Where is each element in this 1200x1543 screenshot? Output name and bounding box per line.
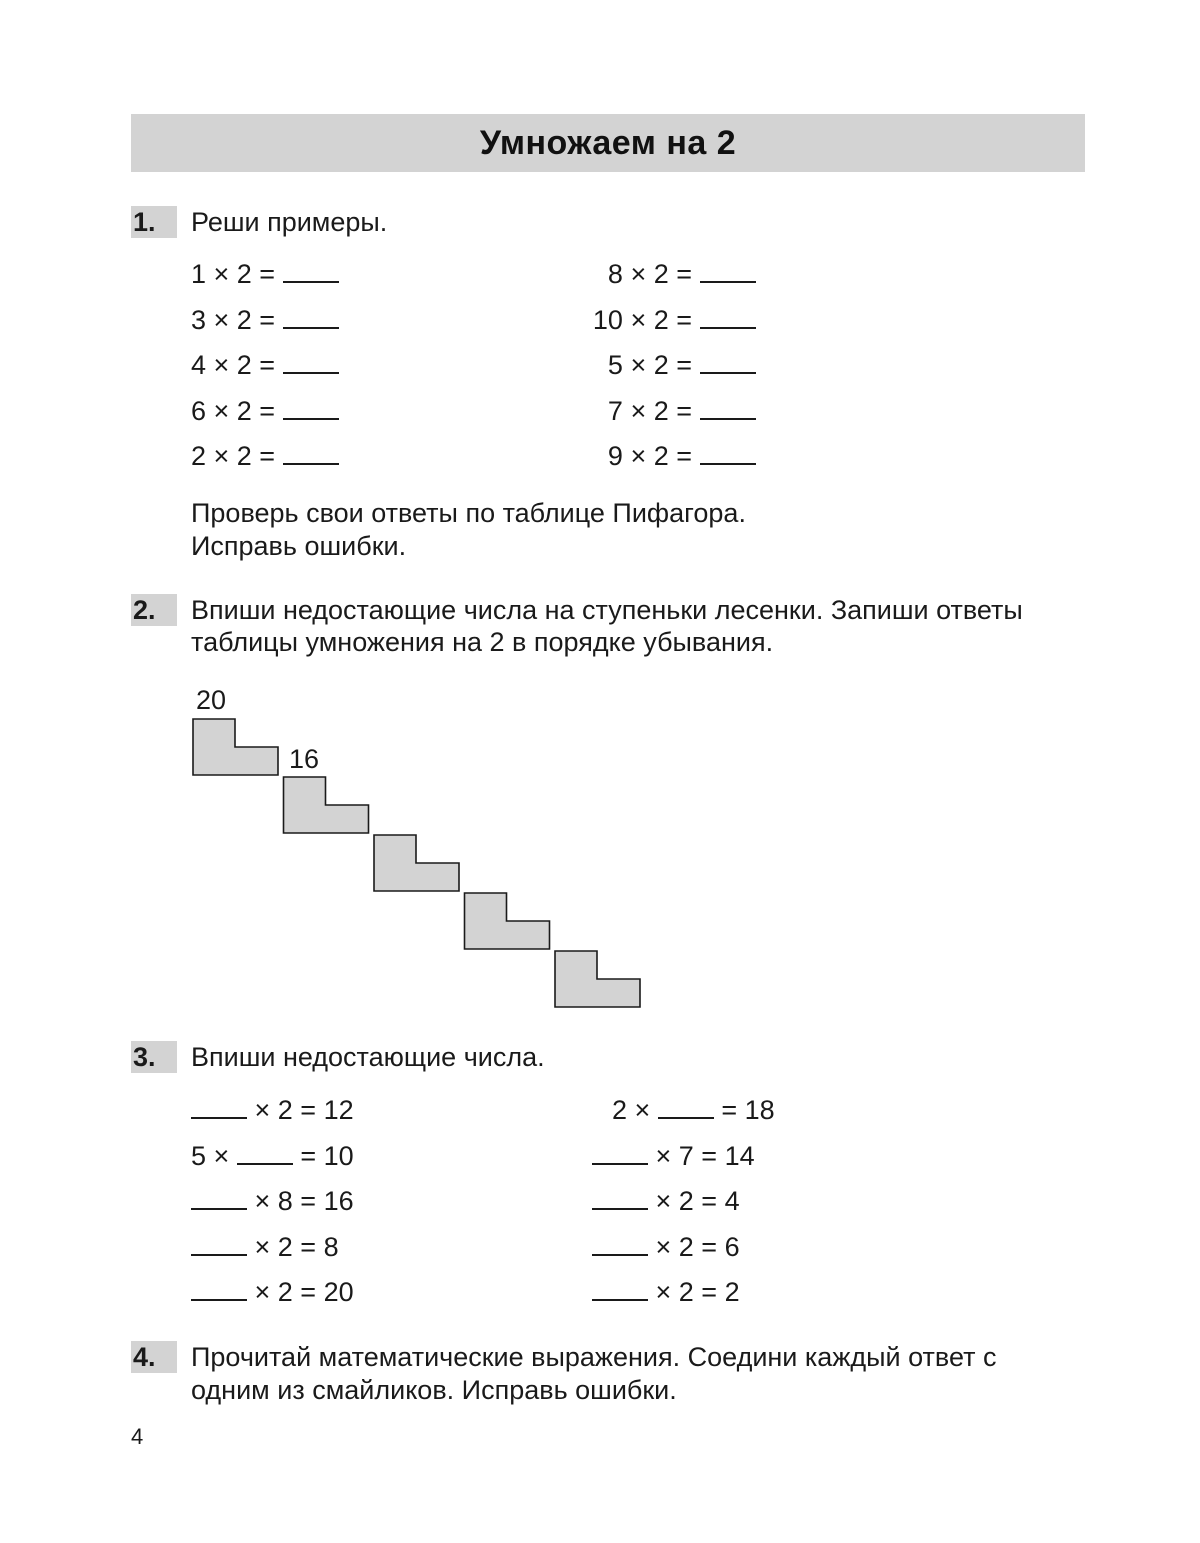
expr-text: = 10 <box>300 1141 354 1171</box>
answer-blank[interactable] <box>592 1277 648 1301</box>
stair-label: 16 <box>289 744 320 774</box>
page-number: 4 <box>131 1424 144 1449</box>
answer-blank[interactable] <box>191 1232 247 1256</box>
stair-label: 20 <box>196 685 227 715</box>
task-3-text: Впиши недостающие числа. <box>191 1042 545 1072</box>
stair-step[interactable] <box>284 777 369 833</box>
task-2-text-line: таблицы умножения на 2 в порядке убывания. <box>191 627 774 657</box>
answer-blank[interactable] <box>191 1186 247 1210</box>
answer-blank[interactable] <box>658 1095 714 1119</box>
expr-text: 7 × 2 = <box>607 396 692 426</box>
task-1-note-line: Исправь ошибки. <box>191 531 407 561</box>
answer-blank[interactable] <box>191 1095 247 1119</box>
expr-text: = 18 <box>721 1095 775 1125</box>
task-1-text: Реши примеры. <box>191 207 388 237</box>
task-4-text-line: Прочитай математические выражения. Соедини каждый ответ с <box>191 1342 997 1372</box>
stair-step[interactable] <box>193 719 278 775</box>
expr-text: × 2 = 4 <box>655 1186 740 1216</box>
expr-text: × 7 = 14 <box>655 1141 755 1171</box>
page-title: Умножаем на 2 <box>479 123 737 162</box>
stair-step[interactable] <box>555 951 640 1007</box>
answer-blank[interactable] <box>237 1141 293 1165</box>
answer-blank[interactable] <box>592 1141 648 1165</box>
task-3-expr <box>592 1231 740 1263</box>
expr-text: 4 × 2 = <box>191 350 276 380</box>
task-3-expr <box>191 1140 354 1172</box>
answer-blank[interactable] <box>592 1186 648 1210</box>
expr-text: 10 × 2 = <box>592 305 692 335</box>
expr-text: × 2 = 8 <box>254 1232 339 1262</box>
expr-text: 3 × 2 = <box>191 305 276 335</box>
task-4-number: 4. <box>131 1341 177 1373</box>
expr-text: 6 × 2 = <box>191 396 276 426</box>
task-3-number: 3. <box>131 1041 177 1073</box>
expr-text: × 2 = 2 <box>655 1277 740 1307</box>
task-4-text-line: одним из смайликов. Исправь ошибки. <box>191 1375 677 1405</box>
expr-text: × 2 = 12 <box>254 1095 354 1125</box>
expr-text: × 2 = 6 <box>655 1232 740 1262</box>
task-1-number: 1. <box>131 206 177 238</box>
expr-text: 2 × <box>612 1095 651 1125</box>
expr-text: × 2 = 20 <box>254 1277 354 1307</box>
expr-text: 5 × 2 = <box>607 350 692 380</box>
expr-text: 9 × 2 = <box>607 441 692 471</box>
expr-text: 2 × 2 = <box>191 441 276 471</box>
expr-text: 8 × 2 = <box>607 259 692 289</box>
task-2-text-line: Впиши недостающие числа на ступеньки лесенки. Запиши ответы <box>191 595 1023 625</box>
expr-text: 5 × <box>191 1141 230 1171</box>
answer-blank[interactable] <box>191 1277 247 1301</box>
stair-step[interactable] <box>374 835 459 891</box>
task-3-expr <box>191 1276 354 1308</box>
task-3-expr <box>612 1094 775 1126</box>
task-3-expr <box>592 1276 740 1308</box>
task-1-note-line: Проверь свои ответы по таблице Пифагора. <box>191 498 746 528</box>
task-3-expr <box>191 1094 354 1126</box>
expr-text: × 8 = 16 <box>254 1186 354 1216</box>
task-3-expr <box>592 1185 740 1217</box>
expr-text: 1 × 2 = <box>191 259 276 289</box>
stair-step[interactable] <box>465 893 550 949</box>
task-3-expr <box>191 1185 354 1217</box>
task-3-expr <box>191 1231 339 1263</box>
answer-blank[interactable] <box>592 1232 648 1256</box>
task-3-expr <box>592 1140 755 1172</box>
task-2-number: 2. <box>131 594 177 626</box>
